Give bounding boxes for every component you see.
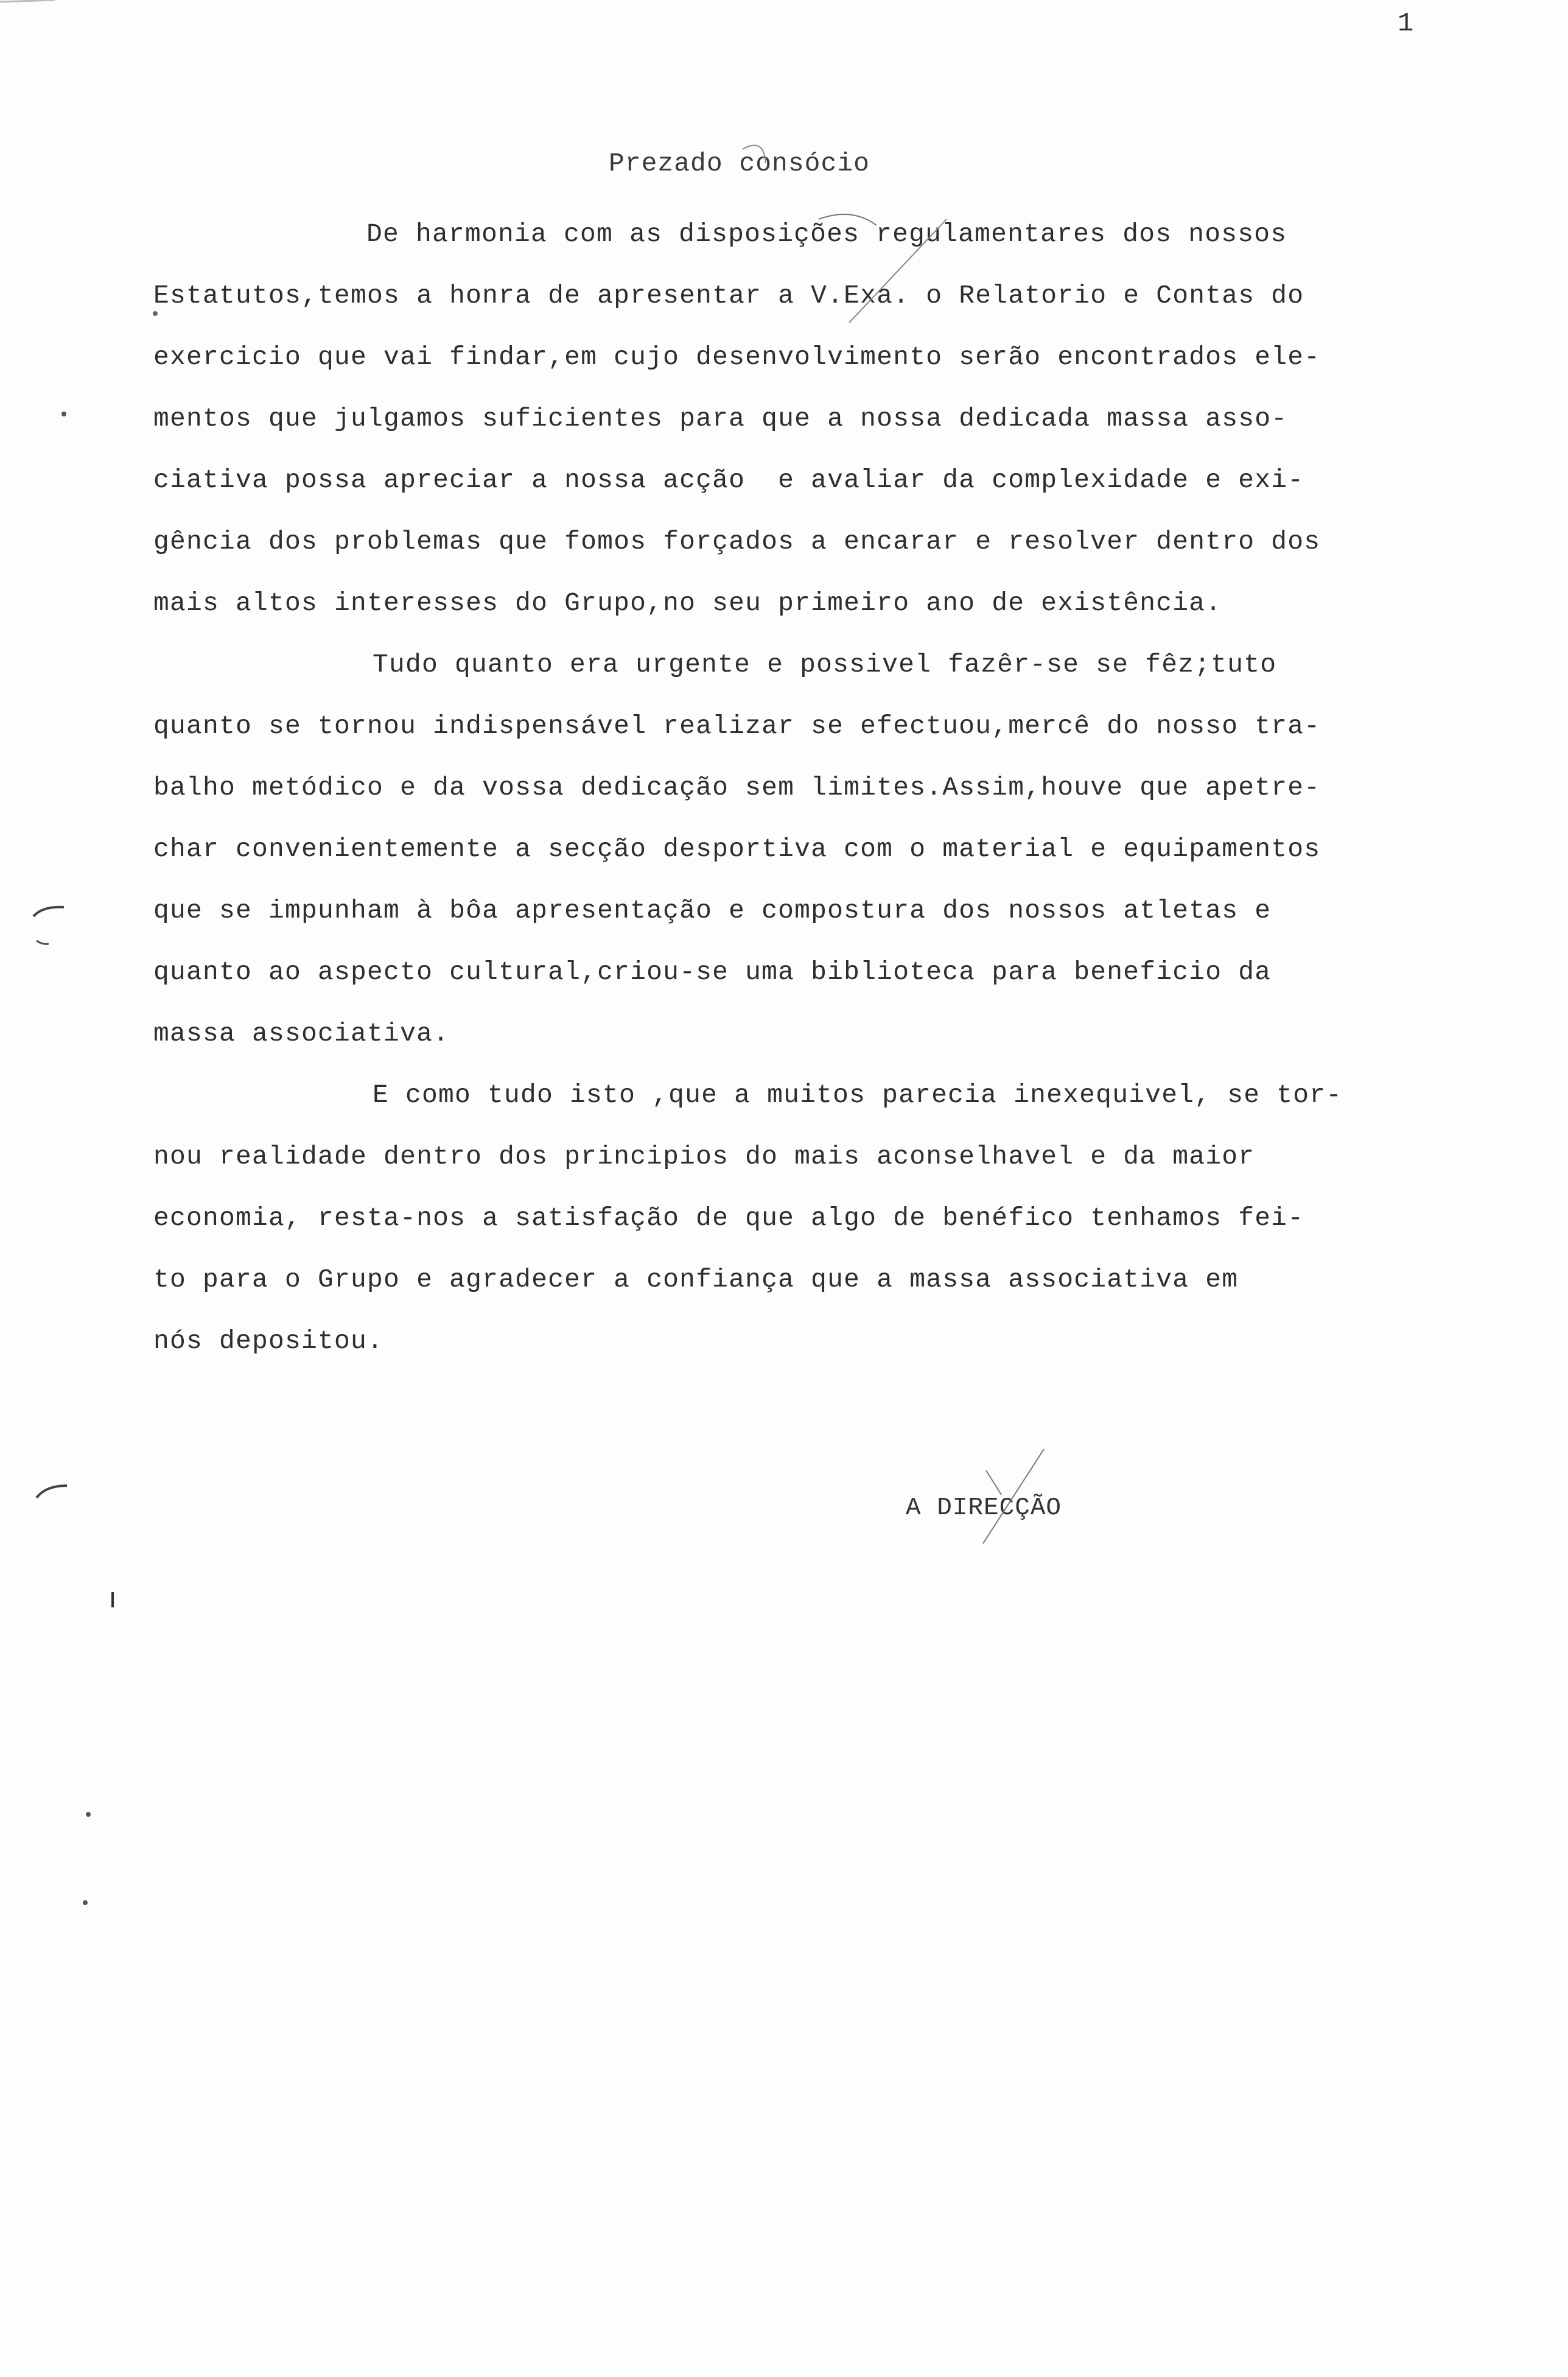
signature: A DIRECÇÃO — [906, 1494, 1062, 1522]
speck-3 — [86, 1812, 91, 1817]
paragraph-1-line-5: ciativa possa apreciar a nossa acção e avaliar da complexidade e exi- — [153, 465, 1304, 495]
scan-edge — [0, 0, 55, 2]
pencil-stroke-1 — [819, 214, 877, 225]
paragraph-2-line-6: quanto ao aspecto cultural,criou-se uma biblioteca para beneficio da — [153, 957, 1272, 987]
paragraph-1-line-7: mais altos interesses do Grupo,no seu primeiro ano de existência. — [153, 588, 1222, 618]
paragraph-1-line-3: exercicio que vai findar,em cujo desenvolvimento serão encontrados ele- — [153, 342, 1321, 372]
speck-5 — [153, 311, 158, 316]
paragraph-3-line-4: to para o Grupo e agradecer a confiança que a massa associativa em — [153, 1265, 1239, 1294]
paragraph-1-line-1: De harmonia com as disposições regulamentares dos nossos — [366, 219, 1287, 249]
paragraph-1-line-6: gência dos problemas que fomos forçados a encarar e resolver dentro dos — [153, 527, 1321, 557]
pencil-stroke-4 — [986, 1470, 1001, 1495]
paragraph-3-line-5: nós depositou. — [153, 1326, 384, 1356]
hole-punch-arc-low — [37, 1486, 67, 1498]
paragraph-1-line-2: Estatutos,temos a honra de apresentar a V.Exa. o Relatorio e Contas do — [153, 281, 1304, 311]
hole-punch-arc-top — [33, 907, 64, 916]
speck-4 — [83, 1900, 88, 1905]
pencil-stroke-5 — [743, 146, 766, 163]
paragraph-2-line-5: que se impunham à bôa apresentação e compostura dos nossos atletas e — [153, 896, 1272, 925]
pencil-stroke-3 — [983, 1449, 1044, 1543]
page-number: 1 — [1398, 9, 1414, 39]
paragraph-2-line-4: char convenientemente a secção desportiva com o material e equipamentos — [153, 834, 1321, 864]
paragraph-2-line-7: massa associativa. — [153, 1019, 450, 1048]
paragraph-2-line-2: quanto se tornou indispensável realizar se efectuou,mercê do nosso tra- — [153, 711, 1321, 741]
paragraph-3-line-1: E como tudo isto ,que a muitos parecia inexequivel, se tor- — [373, 1080, 1343, 1110]
hole-punch-arc-mid — [37, 941, 49, 944]
paragraph-3-line-2: nou realidade dentro dos principios do mais aconselhavel e da maior — [153, 1142, 1255, 1171]
pencil-stroke-2 — [849, 219, 947, 323]
speck-2 — [61, 412, 66, 416]
paragraph-3-line-3: economia, resta-nos a satisfação de que algo de benéfico tenhamos fei- — [153, 1203, 1304, 1233]
salutation: Prezado consócio — [609, 149, 870, 178]
paragraph-2-line-3: balho metódico e da vossa dedicação sem limites.Assim,houve que apetre- — [153, 773, 1321, 802]
paragraph-1-line-4: mentos que julgamos suficientes para que a nossa dedicada massa asso- — [153, 404, 1288, 434]
paragraph-2-line-1: Tudo quanto era urgente e possivel fazêr-se se fêz;tuto — [373, 650, 1277, 679]
